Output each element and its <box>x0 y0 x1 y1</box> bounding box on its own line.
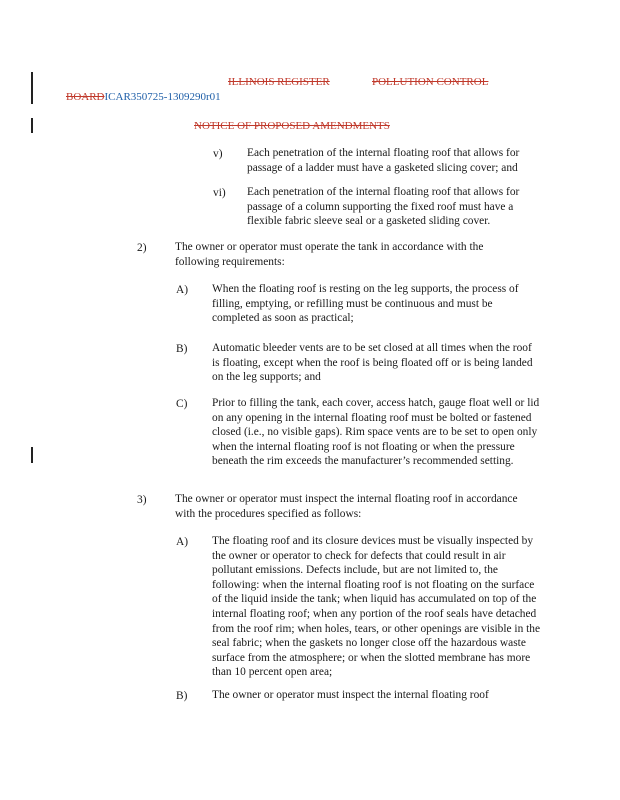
item-label: v) <box>213 148 223 160</box>
item-text: The owner or operator must inspect the internal floating roof in accordance with the procedures specified as follows: <box>175 493 518 520</box>
item-text: Prior to filling the tank, each cover, access hatch, gauge float well or lid on any opening in the internal floating roof must be bolted or fastened closed (i.e., no visible gaps). Rim space vents are to be set to open only when the internal floating roof is not floating or when the pressure beneath the rim exceeds the manufacturer’s recommended setting. <box>212 397 540 468</box>
item-text: Each penetration of the internal floating roof that allows for passage of a column supporting the fixed roof must have a flexible fabric sleeve seal or a gasketed sliding cover. <box>247 186 520 228</box>
division-title: POLLUTION CONTROL <box>372 76 489 88</box>
item-label: 3) <box>137 494 147 506</box>
item-label: A) <box>176 536 189 548</box>
item-label: B) <box>176 343 188 355</box>
change-bar <box>31 118 33 133</box>
item-label: C) <box>176 398 188 410</box>
document-id: ICAR350725-1309290r01 <box>104 91 221 103</box>
item-text: The floating roof and its closure devices must be visually inspected by the owner or operator to check for defects that could result in air pollutant emissions. Defects include, but are not limited to, the following: when the internal floating roof is not floating on the surface of the liquid inside the tank; when liquid has accumulated on top of the internal floating roof; when any portion of the roof seals have detached from the roof rim; when holes, tears, or other openings are visible in the seal fabric; when the gaskets no longer close off the hazardous waste surface from the atmosphere; or when the slotted membrane has more than 10 percent open area; <box>212 535 541 679</box>
item-label: vi) <box>213 187 226 199</box>
board-line <box>66 91 221 104</box>
item-label: A) <box>176 284 189 296</box>
change-bar <box>31 447 33 463</box>
item-text: When the floating roof is resting on the leg supports, the process of filling, emptying, or refilling must be continuous and must be completed as soon as practical; <box>212 283 519 325</box>
item-text: The owner or operator must operate the tank in accordance with the following requirements: <box>175 241 484 268</box>
item-label: 2) <box>137 242 147 254</box>
item-text: Automatic bleeder vents are to be set closed at all times when the roof is floating, except when the roof is being floated off or is being landed on the leg supports; and <box>212 342 533 384</box>
item-text: Each penetration of the internal floating roof that allows for passage of a ladder must have a gasketed slicing cover; and <box>247 147 520 174</box>
item-label: B) <box>176 690 188 702</box>
item-text: The owner or operator must inspect the internal floating roof <box>212 689 489 701</box>
register-title: ILLINOIS REGISTER <box>228 76 330 88</box>
change-bar <box>31 72 33 104</box>
notice-title: NOTICE OF PROPOSED AMENDMENTS <box>194 120 390 132</box>
board-label: BOARD <box>66 91 105 103</box>
